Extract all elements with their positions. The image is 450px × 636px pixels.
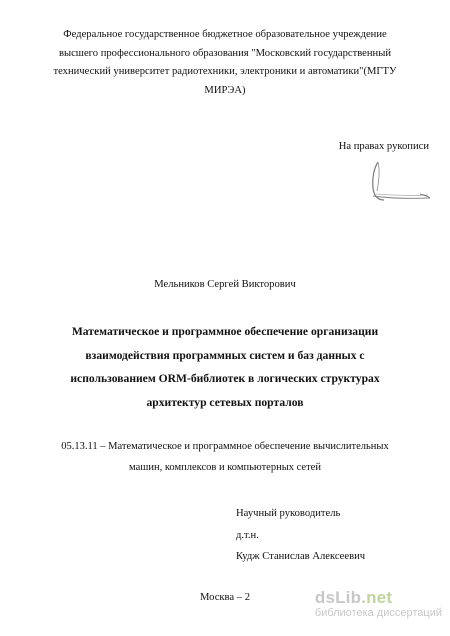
institution-line: Федеральное государственное бюджетное образовательное учреждение <box>63 29 387 40</box>
institution-line: МИРЭА) <box>204 85 246 97</box>
dslib-logo <box>315 588 442 607</box>
supervisor-degree: д.т.н. <box>236 529 259 541</box>
dslib-tagline: библиотека диссертаций <box>314 607 442 619</box>
institution-line: технический университет радиотехники, электроники и автоматики"(МГТУ <box>53 66 397 78</box>
author-name: Мельников Сергей Викторович <box>154 279 296 290</box>
dslib-logo-domain: .net <box>361 588 393 607</box>
thesis-title-line: Математическое и программное обеспечение организации <box>71 325 379 338</box>
institution-name <box>20 26 430 101</box>
supervisor-name: Кудж Станислав Алексеевич <box>236 551 366 562</box>
specialty-line: машин, комплексов и компьютерных сетей <box>129 461 321 473</box>
supervisor-role: Научный руководитель <box>236 508 341 519</box>
thesis-title <box>15 320 435 414</box>
manuscript-rights-note: На правах рукописи <box>338 141 429 152</box>
thesis-title-line: взаимодействия программных систем и баз данных с <box>85 348 365 362</box>
dslib-watermark <box>315 588 442 620</box>
thesis-title-line: архитектур сетевых порталов <box>146 395 304 409</box>
dslib-logo-main: dsLib <box>314 588 362 607</box>
specialty-line: 05.13.11 – Математическое и программное обеспечение вычислительных <box>61 441 389 452</box>
thesis-title-line: использованием ORM-библиотек в логических структурах <box>70 372 380 385</box>
handwritten-signature <box>360 158 432 210</box>
specialty-code <box>15 437 435 478</box>
institution-line: высшего профессионального образования "Московский государственный <box>58 47 392 59</box>
supervisor-block <box>236 503 365 568</box>
city-year: Москва – 2 <box>199 592 251 603</box>
